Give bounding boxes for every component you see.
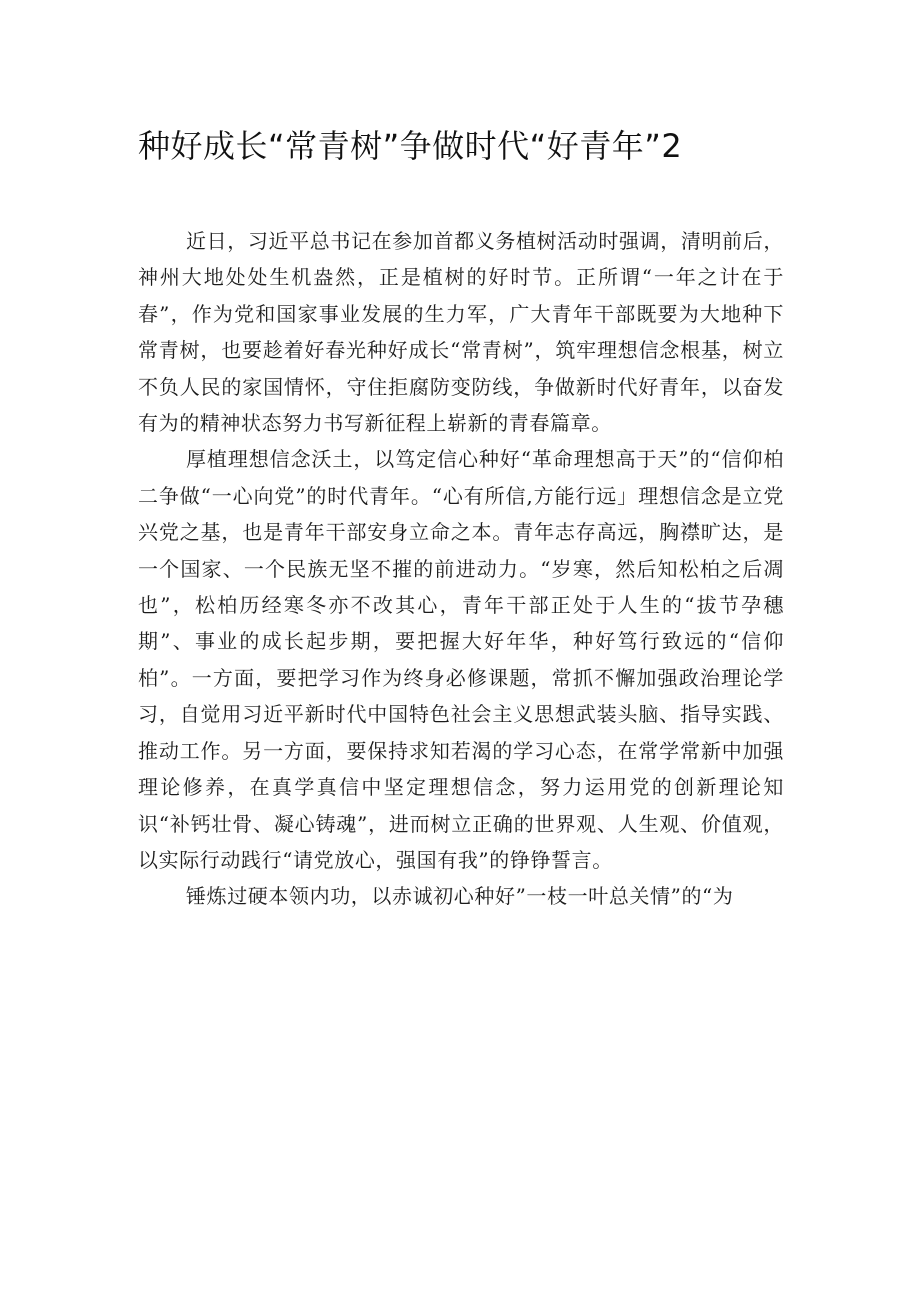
document-body [138,223,784,915]
paragraph-ideals: 厚植理想信念沃土，以笃定信心种好“革命理想高于天”的“信仰柏二争做“一心向党”的时代青年。“心有所信,方能行远」理想信念是立党兴党之基，也是青年干部安身立命之本。青年志存高远，胸襟旷达，是一个国家、一个民族无坚不摧的前进动力。“岁寒，然后知松柏之后凋也”，松柏历经寒冬亦不改其心，青年干部正处于人生的“拔节孕穗期”、事业的成长起步期，要把握大好年华，种好笃行致远的“信仰柏”。一方面，要把学习作为终身必修课题，常抓不懈加强政治理论学习，自觉用习近平新时代中国特色社会主义思想武装头脑、指导实践、推动工作。另一方面，要保持求知若渴的学习心态，在常学常新中加强理论修养，在真学真信中坚定理想信念，努力运用党的创新理论知识“补钙壮骨、凝心铸魂”，进而树立正确的世界观、人生观、价值观，以实际行动践行“请党放心，强国有我”的铮铮誓言。 [138,447,784,872]
paragraph-skills: 锤炼过硬本领内功，以赤诚初心种好”一枝一叶总关情”的“为 [186,884,734,909]
document-title: 种好成长“常青树”争做时代“好青年”2 [138,127,683,165]
paragraph-intro: 近日，习近平总书记在参加首都义务植树活动时强调，清明前后，神州大地处处生机盎然，正是植树的好时节。正所谓“一年之计在于春”，作为党和国家事业发展的生力军，广大青年干部既要为大地种下常青树，也要趁着好春光种好成长“常青树”，筑牢理想信念根基，树立不负人民的家国情怀，守住拒腐防变防线，争做新时代好青年，以奋发有为的精神状态努力书写新征程上崭新的青春篇章。 [138,229,784,436]
